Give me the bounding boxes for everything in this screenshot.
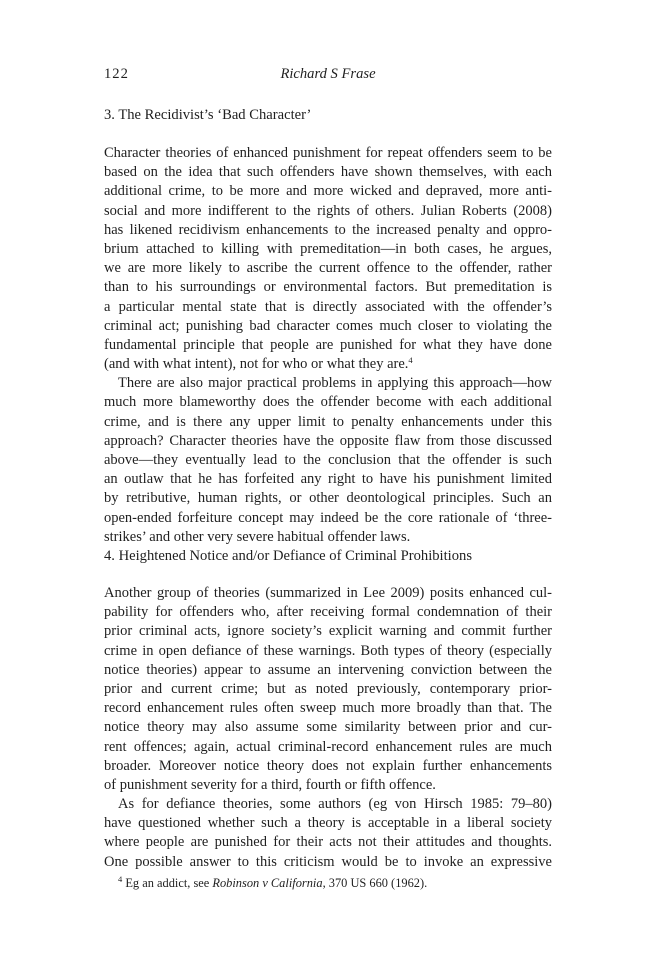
text-line: a particular mental state that is directly associated with the offender’s (104, 298, 552, 315)
text-line: record enhancement rules often sweep much more broadly than that. The (104, 700, 552, 717)
running-title: Richard S Frase (280, 66, 376, 82)
text-line: fundamental principle that people are punished for what they have done (104, 336, 552, 353)
text-line (104, 355, 552, 374)
section-3-body (104, 144, 552, 547)
text-line: an outlaw that he has forfeited any right to have his punishment limited (104, 471, 552, 488)
footnote-prefix: Eg an addict, see (125, 876, 213, 890)
page-number: 122 (104, 66, 129, 82)
section-4-body (104, 584, 552, 872)
text-line: prior and current crime; but as noted previously, contemporary prior- (104, 680, 552, 697)
text-line: based on the idea that such offenders have shown themselves, with each (104, 164, 552, 181)
section-heading-3: 3. The Recidivist’s ‘Bad Character’ (104, 107, 312, 123)
text-line: much more blameworthy does the offender become with each additional (104, 394, 552, 411)
text-line: crime in open defiance of these warnings. Both types of theory (especially (104, 642, 552, 659)
text-line: Another group of theories (summarized in Lee 2009) posits enhanced cul- (104, 585, 552, 601)
text-line: where people are punished for their acts not their attitudes and thoughts. (104, 834, 552, 851)
text-line: approach? Character theories have the opposite flaw from those discussed (104, 432, 552, 449)
text-line: crime, and is there any upper limit to penalty enhancements under this (104, 413, 552, 430)
text-line: broader. Moreover notice theory does not explain further enhancements (104, 757, 552, 774)
text-line: notice theories) appear to assume an intervening conviction between the (104, 661, 552, 678)
footnote-number: 4 (118, 874, 123, 884)
text-line-content: (and with what intent), not for who or what they are. (104, 356, 409, 373)
text-line: There are also major practical problems in applying this approach—how (118, 375, 552, 392)
text-line: pability for offenders who, after receiving formal condemnation of their (104, 604, 552, 621)
text-line: prior criminal acts, ignore society’s explicit warning and commit further (104, 623, 552, 640)
text-line: brium attached to killing with premeditation—in both cases, he argues, (104, 240, 552, 257)
footnote-marker: 4 (408, 355, 413, 366)
text-line: above—they eventually lead to the conclusion that the offender is such (104, 452, 552, 468)
text-line: we are more likely to ascribe the current offence to the offender, rather (104, 260, 552, 277)
section-heading-4: 4. Heightened Notice and/or Defiance of Criminal Prohibitions (104, 548, 472, 564)
footnote (118, 875, 558, 891)
text-line: has likened recidivism enhancements to the increased penalty and oppro- (104, 221, 552, 238)
text-line: have questioned whether such a theory is acceptable in a liberal society (104, 815, 552, 832)
text-line: One possible answer to this criticism would be to invoke an expressive (104, 853, 552, 870)
running-head (104, 66, 552, 86)
text-line: strikes’ and other very severe habitual offender laws. (104, 528, 411, 545)
footnote-case-name: Robinson v California (212, 876, 323, 890)
text-line: open-ended forfeiture concept may indeed be the core rationale of ‘three- (104, 509, 552, 526)
footnote-citation: , 370 US 660 (1962). (322, 876, 428, 890)
text-line: than to his surroundings or environmental factors. But premeditation is (104, 279, 552, 296)
text-line: social and more indifferent to the rights of others. Julian Roberts (2008) (104, 202, 552, 219)
text-line: rent offences; again, actual criminal-record enhancement rules are much (104, 738, 552, 755)
text-line: Character theories of enhanced punishment for repeat offenders seem to be (104, 145, 552, 161)
text-line: additional crime, to be more and more wicked and depraved, more anti- (104, 183, 552, 200)
text-line: criminal act; punishing bad character comes much closer to violating the (104, 317, 552, 334)
text-line: As for defiance theories, some authors (eg von Hirsch 1985: 79–80) (118, 796, 552, 813)
text-line: of punishment severity for a third, fourth or fifth offence. (104, 776, 436, 793)
text-line: by retributive, human rights, or other deontological principles. Such an (104, 490, 552, 507)
text-line: notice theory may also assume some similarity between prior and cur- (104, 719, 552, 736)
